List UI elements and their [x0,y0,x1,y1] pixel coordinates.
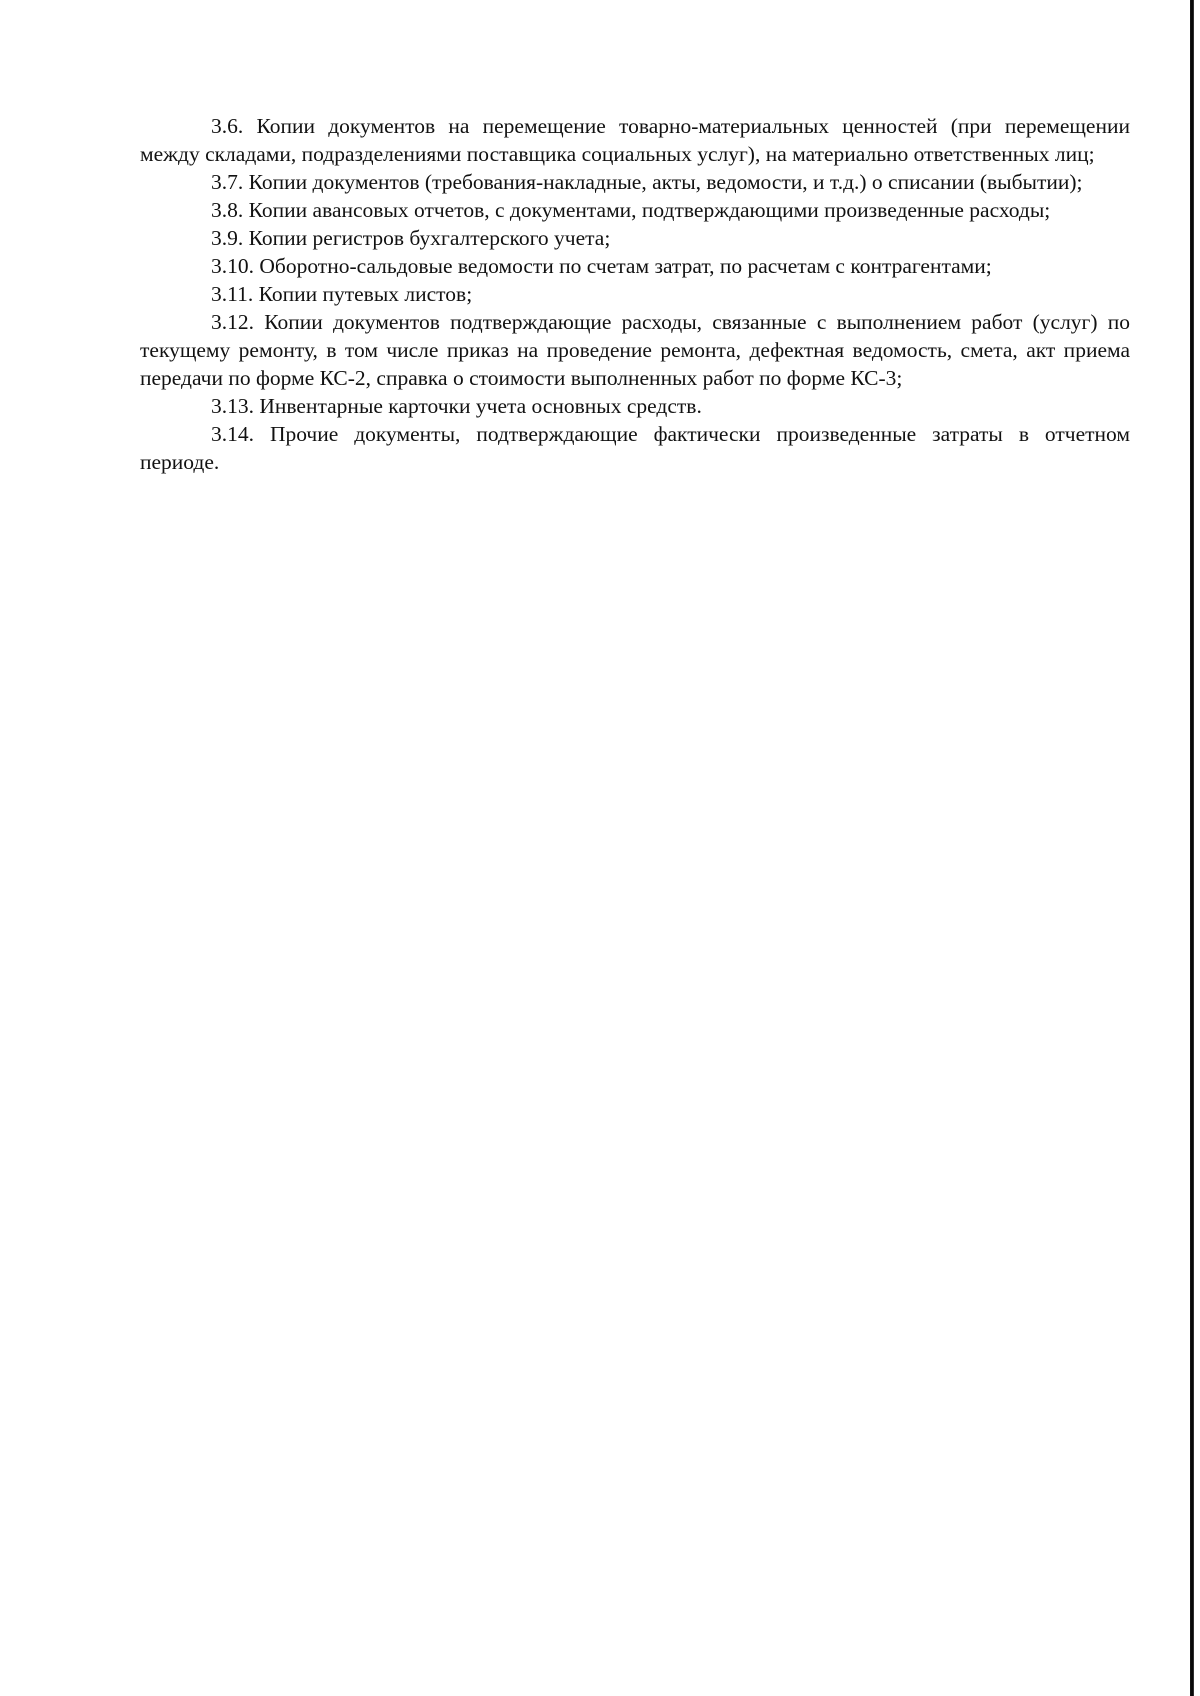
paragraph-3-11: 3.11. Копии путевых листов; [211,282,473,306]
paragraph-3-12: 3.12. Копии документов подтверждающие расходы, связанные с выполнением работ (услуг) по текущему ремонту, в том числе приказ на проведение ремонта, дефектная ведомость, смета, акт приема передачи по форме КС-2, справка о стоимости выполненных работ по форме КС-3; [140,310,1130,390]
paragraph-3-10: 3.10. Оборотно-сальдовые ведомости по счетам затрат, по расчетам с контрагентами; [211,254,992,278]
scan-margin [1194,0,1200,1696]
paragraph-3-9: 3.9. Копии регистров бухгалтерского учета; [211,226,611,250]
paragraph-3-8: 3.8. Копии авансовых отчетов, с документами, подтверждающими произведенные расходы; [211,198,1051,222]
paragraph-3-6: 3.6. Копии документов на перемещение товарно-материальных ценностей (при перемещении между складами, подразделениями поставщика социальных услуг), на материально ответственных лиц; [140,114,1130,166]
document-body [140,112,1130,476]
paragraph-3-7: 3.7. Копии документов (требования-накладные, акты, ведомости, и т.д.) о списании (выбытии); [211,170,1083,194]
paragraph-3-14: 3.14. Прочие документы, подтверждающие фактически произведенные затраты в отчетном периоде. [140,422,1130,474]
paragraph-3-13: 3.13. Инвентарные карточки учета основных средств. [211,394,702,418]
